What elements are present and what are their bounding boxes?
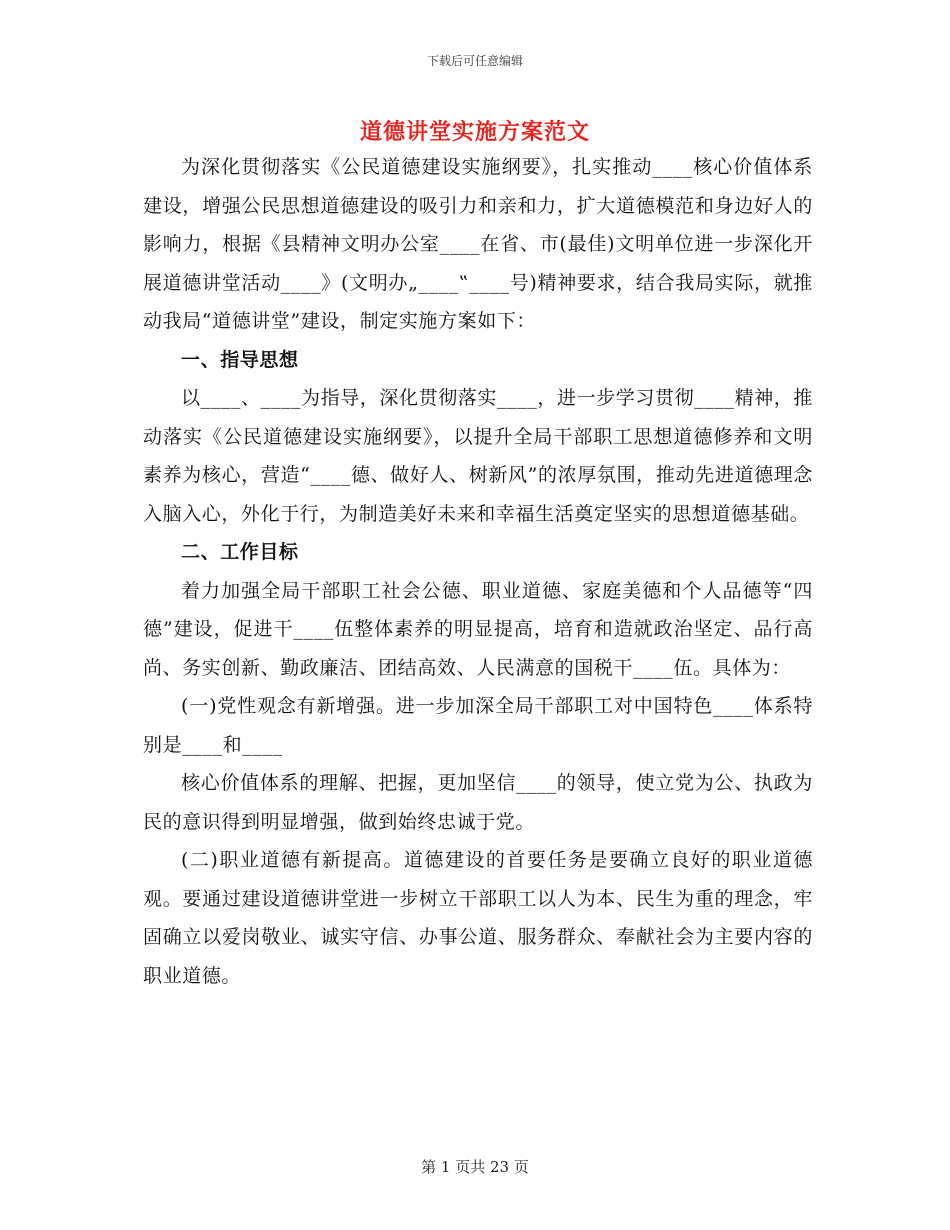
section-heading-work-goals: 二、工作目标 [181,541,299,563]
page-header-note: 下载后可任意编辑 [426,54,523,68]
page-footer-number: 第 1 页共 23 页 [421,1158,529,1176]
goal-item-2-paragraph: (二)职业道德有新提高。道德建设的首要任务是要确立良好的职业道德观。要通过建设道德讲堂进一步树立干部职工以人为本、民生为重的理念，牢固确立以爱岗敬业、诚实守信、办事公道、服务群众、奉献社会为主要内容的职业道德。 [143,849,813,987]
intro-paragraph: 为深化贯彻落实《公民道德建设实施纲要》，扎实推动____核心价值体系建设，增强公民思想道德建设的吸引力和亲和力，扩大道德模范和身边好人的影响力，根据《县精神文明办公室____在省、市(最佳)文明单位进一步深化开展道德讲堂活动____》(文明办„____‟____号)精神要求，结合我局实际，就推动我局“道德讲堂”建设，制定实施方案如下： [143,156,813,332]
section-heading-guiding-ideology: 一、指导思想 [181,348,299,371]
document-title: 道德讲堂实施方案范文 [359,119,590,145]
goal-item-1-paragraph: (一)党性观念有新增强。进一步加深全局干部职工对中国特色____体系特别是____和____ [143,695,813,756]
guiding-ideology-paragraph: 以____、____为指导，深化贯彻落实____，进一步学习贯彻____精神，推动落实《公民道德建设实施纲要》，以提升全局干部职工思想道德修养和文明素养为核心，营造“____德、做好人、树新风”的浓厚氛围，推动先进道德理念入脑入心，外化于行，为制造美好未来和幸福生活奠定坚实的思想道德基础。 [143,387,814,525]
goal-item-1-continuation: 核心价值体系的理解、把握，更加坚信____的领导，使立党为公、执政为民的意识得到明显增强，做到始终忠诚于党。 [143,772,813,833]
document-body [143,148,813,995]
work-goals-paragraph: 着力加强全局干部职工社会公德、职业道德、家庭美德和个人品德等“四德”建设，促进干____伍整体素养的明显提高，培育和造就政治坚定、品行高尚、务实创新、勤政廉洁、团结高效、人民满意的国税干____伍。具体为： [143,579,813,679]
